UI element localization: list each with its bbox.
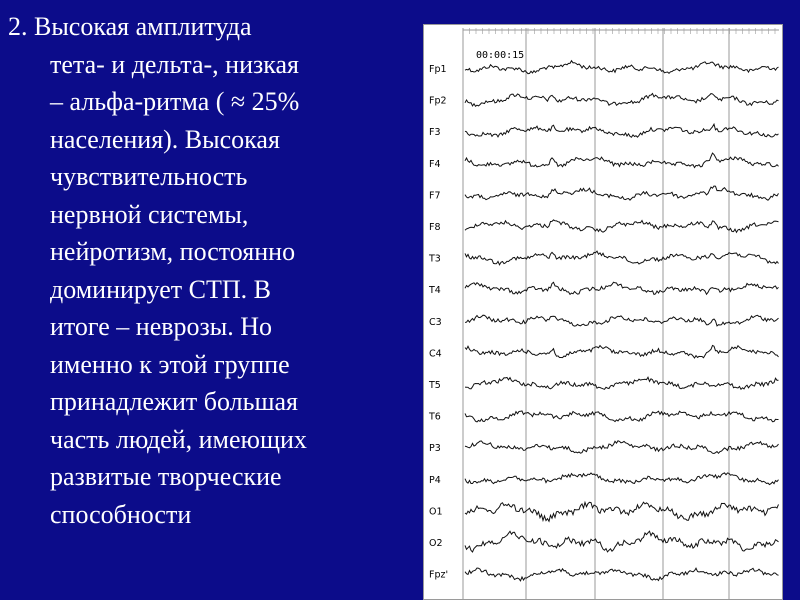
eeg-channel-label: F3 [429,127,441,139]
text-line: тета- и дельта-, низкая [50,49,300,79]
eeg-trace [465,61,779,74]
eeg-trace [465,345,779,358]
eeg-trace [465,531,779,552]
eeg-channel-label: C4 [429,348,442,360]
eeg-channel-label: Fpz' [429,569,449,581]
eeg-trace [465,153,779,167]
eeg-trace [465,94,779,107]
eeg-trace [465,282,779,294]
text-line: 2. Высокая амплитуда [8,12,252,41]
eeg-trace [465,441,779,454]
eeg-channel-label: T3 [429,253,441,265]
text-line: доминирует СТП. В [50,274,271,304]
text-line: населения). Высокая [50,124,280,154]
eeg-channel-label: Fp2 [429,95,447,107]
eeg-trace [465,568,779,581]
eeg-trace [465,411,779,422]
eeg-trace [465,473,779,485]
text-line: развитые творческие [50,462,282,491]
slide-text [8,8,418,533]
eeg-channel-label: F8 [429,222,441,233]
eeg-trace [465,124,779,137]
text-line: часть людей, имеющих [50,424,307,454]
eeg-channel-label: P4 [429,474,441,486]
text-line: именно к этой группе [50,349,290,379]
eeg-trace [465,315,779,326]
eeg-recording [423,24,783,600]
text-line: нервной системы, [50,199,249,229]
eeg-channel-label: O1 [429,506,443,518]
text-line: итоге – неврозы. Но [50,312,273,341]
eeg-channel-label: P3 [429,443,441,455]
text-line: – альфа-ритма ( ≈ 25% [50,87,300,116]
text-line: способности [50,499,192,529]
eeg-channel-label: Fp1 [429,64,447,75]
eeg-channel-label: T5 [429,380,441,391]
eeg-channel-label: F4 [429,158,441,170]
eeg-timestamp: 00:00:15 [476,50,525,61]
text-line: принадлежит большая [50,387,299,416]
eeg-chart [423,24,783,600]
eeg-trace [465,186,779,200]
eeg-channel-label: O2 [429,538,443,549]
eeg-channel-label: C3 [429,316,442,328]
eeg-channel-label: T6 [429,411,441,423]
eeg-trace [465,251,779,265]
eeg-trace [465,377,779,389]
eeg-channel-label: F7 [429,190,441,202]
eeg-trace [465,502,779,521]
text-line: нейротизм, постоянно [50,237,296,266]
eeg-channel-label: T4 [429,285,441,297]
eeg-trace [465,220,779,232]
text-line: чувствительность [50,162,248,191]
